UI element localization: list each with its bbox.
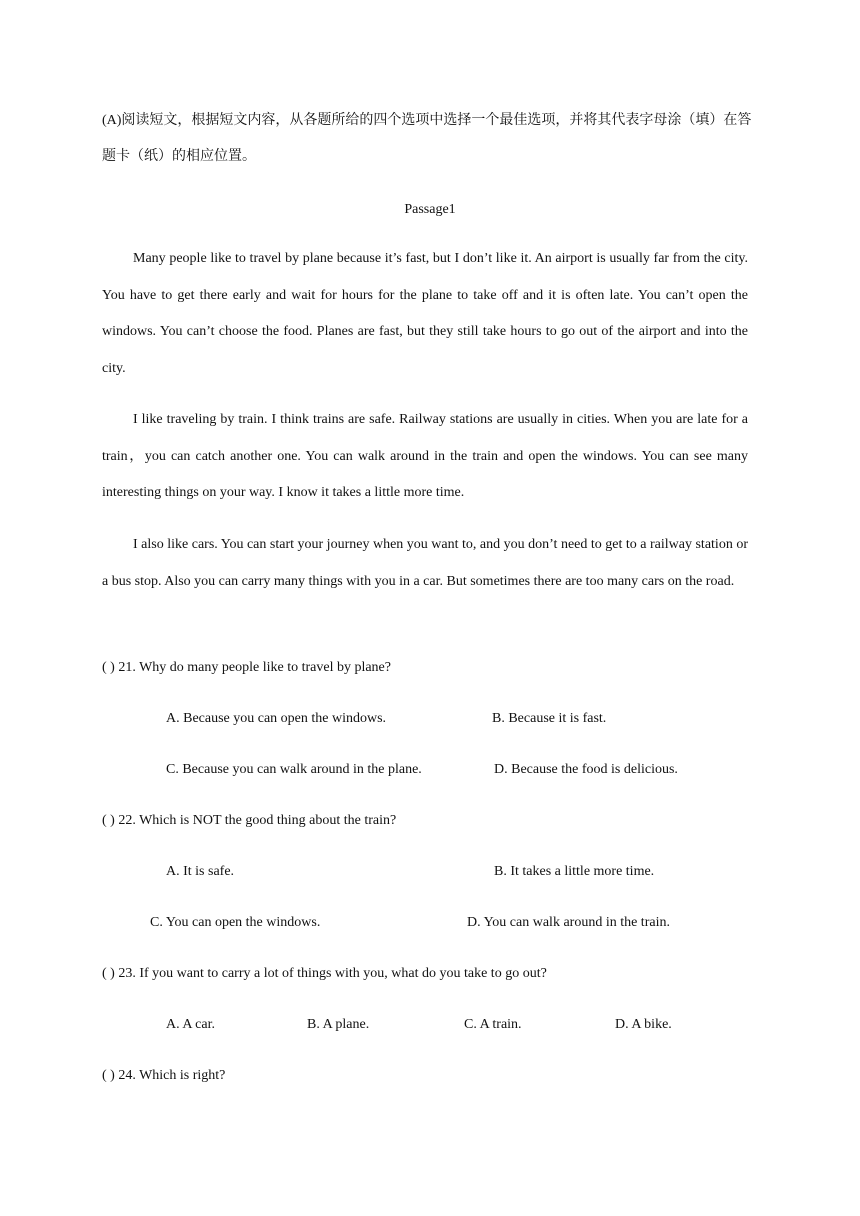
question-24-stem: ( ) 24. Which is right? [102,1068,226,1083]
question-22-option-b[interactable]: B. It takes a little more time. [494,864,655,879]
question-22-option-d[interactable]: D. You can walk around in the train. [467,915,670,930]
question-21-option-d[interactable]: D. Because the food is delicious. [494,762,678,777]
question-21-option-a[interactable]: A. Because you can open the windows. [166,711,387,726]
question-21-stem: ( ) 21. Why do many people like to travel by plane? [102,660,391,675]
passage-title: Passage1 [404,202,456,217]
question-21-option-b[interactable]: B. Because it is fast. [492,711,607,726]
instruction-text: (A)阅读短文，根据短文内容，从各题所给的四个选项中选择一个最佳选项，并将其代表字母涂（填）在答题卡（纸）的相应位置。 [102,113,752,164]
paragraph-1: Many people like to travel by plane because it’s fast, but I don’t like it. An airport is usually far from the city. You have to get there early and wait for hours for the plane to take off and it is often late. You can’t open the windows. You can’t choose the food. Planes are fast, but they still take hours to go out of the airport and into the city. [102,251,748,376]
question-22-option-c[interactable]: C. You can open the windows. [150,915,321,930]
question-23-option-b[interactable]: B. A plane. [307,1017,370,1032]
question-22-option-a[interactable]: A. It is safe. [166,864,235,879]
question-21-option-c[interactable]: C. Because you can walk around in the plane. [166,762,422,777]
paragraph-2: I like traveling by train. I think trains are safe. Railway stations are usually in cities. When you are late for a train，you can catch another one. You can walk around in the train and open the windows. You can see many interesting things on your way. I know it takes a little more time. [102,412,748,500]
question-23-option-d[interactable]: D. A bike. [615,1017,672,1032]
paragraph-3: I also like cars. You can start your journey when you want to, and you don’t need to get to a railway station or a bus stop. Also you can carry many things with you in a car. But sometimes there are too many cars on the road. [102,537,748,589]
question-23-option-c[interactable]: C. A train. [464,1017,522,1032]
question-22-stem: ( ) 22. Which is NOT the good thing about the train? [102,813,397,828]
question-23-stem: ( ) 23. If you want to carry a lot of things with you, what do you take to go out? [102,966,547,981]
question-23-option-a[interactable]: A. A car. [166,1017,215,1032]
